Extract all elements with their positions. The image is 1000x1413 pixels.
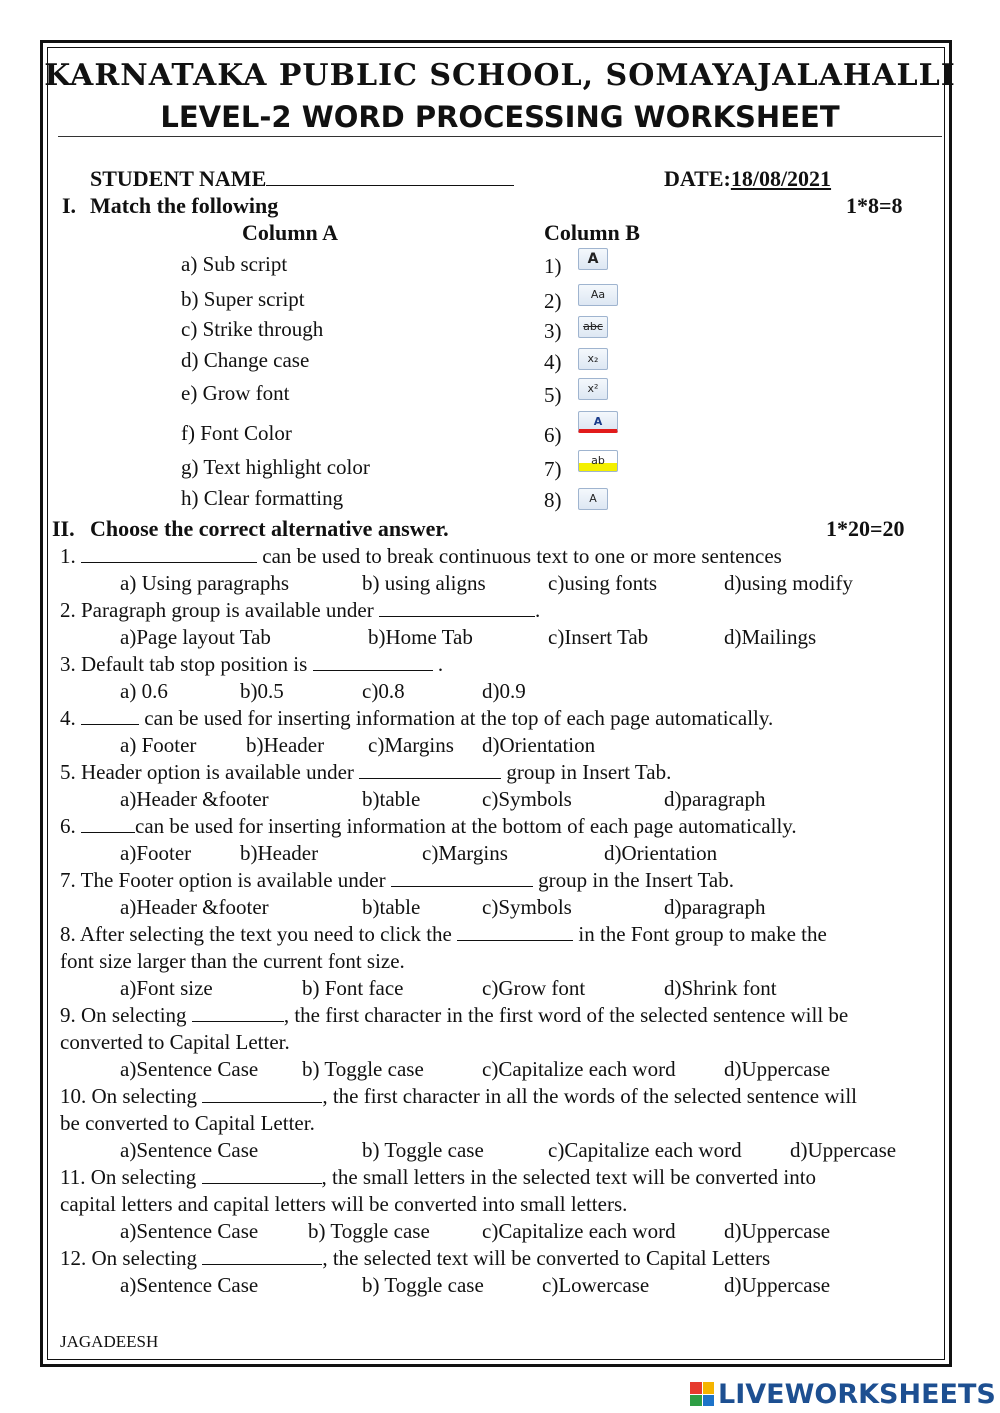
- answer-blank[interactable]: [192, 1003, 284, 1022]
- answer-option[interactable]: c)Symbols: [482, 895, 572, 919]
- answer-option[interactable]: c)0.8: [362, 679, 405, 703]
- answer-option[interactable]: d)Mailings: [724, 625, 817, 649]
- match-item-a: g) Text highlight color: [181, 455, 370, 479]
- column-a-heading: Column A: [242, 220, 338, 245]
- answer-option[interactable]: c)Capitalize each word: [482, 1219, 676, 1243]
- header-divider: [58, 136, 942, 137]
- question-continuation: converted to Capital Letter.: [60, 1030, 290, 1054]
- answer-option[interactable]: a)Page layout Tab: [120, 625, 271, 649]
- answer-option[interactable]: a)Sentence Case: [120, 1219, 259, 1243]
- answer-option[interactable]: b)Header: [246, 733, 325, 757]
- question-text: [60, 1246, 770, 1271]
- question-prefix: 11. On selecting: [60, 1165, 202, 1189]
- answer-option[interactable]: d)using modify: [724, 571, 853, 595]
- answer-blank[interactable]: [379, 598, 535, 617]
- section2-title: Choose the correct alternative answer.: [90, 516, 449, 541]
- question-continuation: be converted to Capital Letter.: [60, 1111, 315, 1135]
- date-label: DATE:18/08/2021: [664, 166, 832, 191]
- section2-marks: 1*20=20: [826, 516, 905, 541]
- answer-option[interactable]: b) Toggle case: [362, 1138, 484, 1162]
- section1-number: I.: [62, 193, 77, 218]
- answer-option[interactable]: d)Shrink font: [664, 976, 777, 1000]
- answer-option[interactable]: b)Home Tab: [368, 625, 473, 649]
- question-suffix: , the selected text will be converted to Capital Letters: [322, 1246, 771, 1270]
- text-highlight-icon: ab: [578, 450, 618, 472]
- answer-option[interactable]: b) using aligns: [362, 571, 486, 595]
- change-case-icon: Aa: [578, 284, 618, 306]
- section2-number: II.: [52, 516, 75, 541]
- match-item-a: h) Clear formatting: [181, 486, 344, 510]
- school-name: KARNATAKA PUBLIC SCHOOL, SOMAYAJALAHALLI: [44, 58, 956, 93]
- answer-blank[interactable]: [359, 760, 501, 779]
- answer-option[interactable]: a) Using paragraphs: [120, 571, 290, 595]
- strikethrough-icon: abc: [578, 316, 608, 338]
- match-item-b-number: 5): [544, 383, 562, 407]
- question-prefix: 2. Paragraph group is available under: [60, 598, 379, 622]
- answer-option[interactable]: b)0.5: [240, 679, 284, 703]
- answer-option[interactable]: a)Font size: [120, 976, 213, 1000]
- question-text: [60, 706, 773, 731]
- question-prefix: 10. On selecting: [60, 1084, 203, 1108]
- liveworksheets-logo[interactable]: [690, 1378, 996, 1410]
- question-text: [60, 1003, 848, 1028]
- answer-option[interactable]: a) Footer: [120, 733, 197, 757]
- question-prefix: 8. After selecting the text you need to click the: [60, 922, 458, 946]
- answer-option[interactable]: b)Header: [240, 841, 319, 865]
- match-item-b-number: 3): [544, 319, 562, 343]
- match-item-a: e) Grow font: [181, 381, 290, 405]
- match-item-b-number: 6): [544, 423, 562, 447]
- question-prefix: 9. On selecting: [60, 1003, 192, 1027]
- superscript-icon: x²: [578, 378, 608, 400]
- answer-option[interactable]: d)Uppercase: [724, 1273, 831, 1297]
- answer-blank[interactable]: [313, 652, 433, 671]
- match-item-b-number: 1): [544, 254, 562, 278]
- question-prefix: 12. On selecting: [60, 1246, 203, 1270]
- match-item-b-number: 7): [544, 457, 562, 481]
- font-color-icon: A: [578, 411, 618, 433]
- match-item-a: b) Super script: [181, 287, 305, 311]
- question-suffix: , the first character in all the words of the selected sentence will: [322, 1084, 858, 1108]
- question-text: [60, 760, 671, 785]
- question-suffix: .: [534, 598, 541, 622]
- answer-option[interactable]: a)Sentence Case: [120, 1057, 259, 1081]
- question-continuation: capital letters and capital letters will be converted into small letters.: [60, 1192, 628, 1216]
- answer-option[interactable]: d)Orientation: [482, 733, 596, 757]
- column-b-heading: Column B: [544, 220, 640, 245]
- question-prefix: 6.: [60, 814, 81, 838]
- question-prefix: 3. Default tab stop position is: [60, 652, 313, 676]
- worksheet-title: LEVEL-2 WORD PROCESSING WORKSHEET: [160, 100, 840, 134]
- question-prefix: 5. Header option is available under: [60, 760, 360, 784]
- answer-option[interactable]: a) 0.6: [120, 679, 168, 703]
- question-suffix: group in Insert Tab.: [501, 760, 672, 784]
- match-item-b-number: 2): [544, 289, 562, 313]
- liveworksheets-logo-icon: [690, 1382, 714, 1406]
- question-suffix: can be used for inserting information at the top of each page automatically.: [139, 706, 774, 730]
- answer-blank[interactable]: [81, 814, 135, 833]
- author-name: JAGADEESH: [60, 1332, 159, 1351]
- answer-option[interactable]: d)paragraph: [664, 787, 766, 811]
- answer-option[interactable]: d)Uppercase: [790, 1138, 897, 1162]
- question-text: [60, 922, 827, 947]
- question-suffix: , the first character in the first word of the selected sentence will be: [283, 1003, 849, 1027]
- match-item-a: f) Font Color: [181, 421, 292, 445]
- question-suffix: in the Font group to make the: [573, 922, 827, 946]
- answer-blank[interactable]: [81, 706, 139, 725]
- answer-option[interactable]: c)Insert Tab: [548, 625, 649, 649]
- answer-blank[interactable]: [81, 544, 257, 563]
- match-item-a: d) Change case: [181, 348, 310, 372]
- answer-option[interactable]: c)Capitalize each word: [482, 1057, 676, 1081]
- answer-option[interactable]: a)Header &footer: [120, 895, 269, 919]
- answer-option[interactable]: d)paragraph: [664, 895, 766, 919]
- liveworksheets-brand: LIVEWORKSHEETS: [718, 1378, 996, 1410]
- answer-option[interactable]: d)Uppercase: [724, 1057, 831, 1081]
- question-suffix: can be used to break continuous text to one or more sentences: [257, 544, 782, 568]
- question-suffix: group in the Insert Tab.: [532, 868, 734, 892]
- answer-option[interactable]: c)Symbols: [482, 787, 572, 811]
- question-suffix: can be used for inserting information at the bottom of each page automatically.: [135, 814, 797, 838]
- question-text: [60, 598, 540, 623]
- answer-option[interactable]: b) Toggle case: [308, 1219, 430, 1243]
- student-name-field[interactable]: [266, 167, 514, 186]
- answer-option[interactable]: d)Orientation: [604, 841, 718, 865]
- question-text: [60, 544, 782, 569]
- answer-blank[interactable]: [457, 922, 573, 941]
- answer-blank[interactable]: [202, 1165, 322, 1184]
- answer-option[interactable]: d)0.9: [482, 679, 526, 703]
- question-prefix: 7. The Footer option is available under: [60, 868, 391, 892]
- section1-title: Match the following: [90, 193, 279, 218]
- answer-option[interactable]: d)Uppercase: [724, 1219, 831, 1243]
- answer-option[interactable]: c)Margins: [422, 841, 508, 865]
- question-prefix: 4.: [60, 706, 81, 730]
- answer-blank[interactable]: [202, 1246, 322, 1265]
- match-item-b-number: 8): [544, 488, 562, 512]
- student-name-label: STUDENT NAME: [90, 166, 514, 192]
- question-suffix: , the small letters in the selected text will be converted into: [321, 1165, 817, 1189]
- answer-option[interactable]: c)Grow font: [482, 976, 586, 1000]
- grow-font-icon: A: [578, 248, 608, 270]
- answer-option[interactable]: c)Margins: [368, 733, 454, 757]
- question-text: [60, 1084, 857, 1109]
- match-item-a: c) Strike through: [181, 317, 324, 341]
- section1-marks: 1*8=8: [846, 193, 903, 218]
- answer-option[interactable]: b)table: [362, 895, 421, 919]
- answer-option[interactable]: a)Sentence Case: [120, 1138, 259, 1162]
- subscript-icon: x₂: [578, 348, 608, 370]
- answer-option[interactable]: b) Toggle case: [362, 1273, 484, 1297]
- question-continuation: font size larger than the current font size.: [60, 949, 405, 973]
- question-text: [60, 652, 443, 677]
- answer-option[interactable]: b) Font face: [302, 976, 404, 1000]
- answer-option[interactable]: a)Header &footer: [120, 787, 269, 811]
- answer-option[interactable]: c)Lowercase: [542, 1273, 650, 1297]
- question-text: [60, 868, 734, 893]
- answer-option[interactable]: c)using fonts: [548, 571, 658, 595]
- question-text: [60, 1165, 816, 1190]
- question-prefix: 1.: [60, 544, 81, 568]
- answer-blank[interactable]: [202, 1084, 322, 1103]
- date-value: 18/08/2021: [730, 166, 832, 191]
- match-item-a: a) Sub script: [181, 252, 288, 276]
- question-suffix: .: [432, 652, 444, 676]
- answer-option[interactable]: b) Toggle case: [302, 1057, 424, 1081]
- match-item-b-number: 4): [544, 350, 562, 374]
- answer-option[interactable]: a)Footer: [120, 841, 192, 865]
- answer-blank[interactable]: [391, 868, 533, 887]
- clear-formatting-icon: A: [578, 488, 608, 510]
- answer-option[interactable]: a)Sentence Case: [120, 1273, 259, 1297]
- question-text: [60, 814, 797, 839]
- answer-option[interactable]: b)table: [362, 787, 421, 811]
- answer-option[interactable]: c)Capitalize each word: [548, 1138, 742, 1162]
